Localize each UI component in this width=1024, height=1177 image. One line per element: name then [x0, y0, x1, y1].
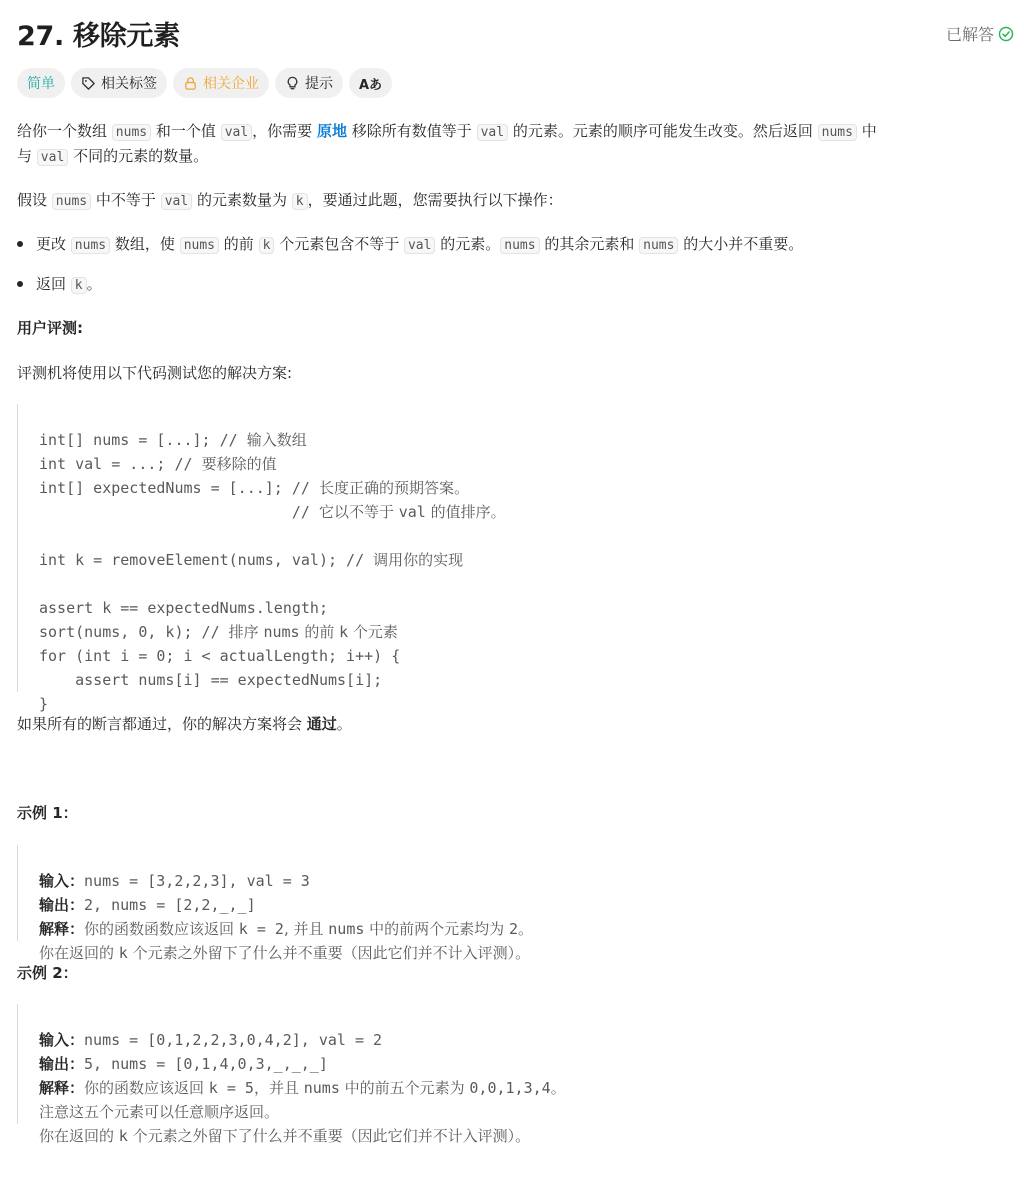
text: 与 — [17, 147, 33, 165]
explain-text: 中的前五个元素为 — [339, 1079, 470, 1097]
inline-code: k — [259, 237, 275, 254]
code-comment: 长度正确的预期答案。 — [318, 479, 469, 497]
bullet-dot — [17, 241, 23, 247]
check-circle-icon — [998, 26, 1014, 42]
text: 不同的元素的数量。 — [73, 147, 209, 165]
output-label: 输出： — [39, 896, 85, 914]
code: int[] expectedNums = [...]; // — [39, 479, 319, 497]
explain-text: 个元素之外留下了什么并不重要（因此它们并不计入评测）。 — [127, 944, 531, 962]
text: 的大小并不重要。 — [683, 235, 804, 253]
explain-text: 。 — [517, 920, 533, 938]
code: int val = ...; // — [39, 455, 202, 473]
bullet-dot — [17, 281, 23, 287]
explain-code: nums — [328, 920, 365, 938]
text: 的前 — [223, 235, 254, 253]
inline-code: nums — [71, 237, 110, 254]
explain-text: 你的函数函数应该返回 — [84, 920, 239, 938]
example-1-heading: 示例 1： — [17, 804, 78, 822]
title-row — [17, 14, 1014, 54]
judge-intro: 评测机将使用以下代码测试您的解决方案: — [17, 364, 293, 382]
explain-code: nums — [303, 1079, 340, 1097]
text: 移除所有数值等于 — [351, 122, 472, 140]
example-2-heading: 示例 2： — [17, 964, 78, 982]
text: 更改 — [36, 235, 67, 253]
code-line — [39, 596, 506, 620]
code: k — [339, 623, 349, 641]
explain-text: 你在返回的 — [39, 1127, 119, 1145]
code-line — [39, 500, 506, 524]
input-value: nums = [0,1,2,2,3,0,4,2], val = 2 — [84, 1031, 383, 1049]
code-comment: 个元素 — [348, 623, 398, 641]
output-label: 输出： — [39, 1055, 85, 1073]
code-line — [39, 572, 506, 596]
problem-title: 27. 移除元素 — [17, 21, 180, 52]
judge-heading: 用户评测: — [17, 319, 83, 337]
problem-chips — [17, 68, 392, 98]
hint-chip[interactable] — [275, 68, 343, 98]
code-line — [39, 620, 506, 644]
explain-text: 你的函数应该返回 — [84, 1079, 209, 1097]
text: ，你需要 — [252, 122, 313, 140]
text: 和一个值 — [155, 122, 216, 140]
text: 个元素包含不等于 — [279, 235, 400, 253]
explain-code: 2 — [508, 920, 518, 938]
description-assumption — [17, 188, 563, 214]
code: } — [39, 695, 49, 713]
example-1-block — [17, 845, 533, 962]
explain-label: 解释： — [39, 1079, 85, 1097]
output-value: 5, nums = [0,1,4,0,3,_,_,_] — [84, 1055, 328, 1073]
code: sort(nums, 0, k); // — [39, 623, 229, 641]
solved-status[interactable] — [946, 22, 1014, 45]
text: 中不等于 — [95, 191, 156, 209]
list-item — [36, 272, 102, 298]
text: 数组，使 — [114, 235, 175, 253]
tags-chip[interactable] — [71, 68, 167, 98]
text: 的元素数量为 — [196, 191, 287, 209]
code-comment: 调用你的实现 — [373, 551, 464, 569]
explain-text: 中的前两个元素均为 — [364, 920, 509, 938]
text: ，要通过此题，您需要执行以下操作： — [307, 191, 563, 209]
code-comment: 的前 — [299, 623, 340, 641]
example-input — [39, 1028, 566, 1052]
code: int[] nums = [...]; // — [39, 431, 247, 449]
explain-code: k — [118, 1127, 128, 1145]
inline-code: k — [71, 277, 87, 294]
tag-icon — [81, 76, 96, 91]
code-comment: 要移除的值 — [201, 455, 277, 473]
inline-code: nums — [180, 237, 219, 254]
explain-label: 解释： — [39, 920, 85, 938]
example-explain — [39, 941, 533, 965]
explain-code: k = 2 — [238, 920, 284, 938]
inline-code: val — [477, 124, 508, 141]
code-comment: 的值排序。 — [425, 503, 506, 521]
translate-icon: Aあ — [359, 77, 383, 93]
companies-label: 相关企业 — [203, 76, 259, 92]
text: 的元素。 — [440, 235, 501, 253]
list-item — [36, 232, 803, 258]
code: val — [398, 503, 426, 521]
tags-label: 相关标签 — [101, 76, 157, 92]
judge-code-block — [17, 404, 506, 713]
difficulty-chip[interactable] — [17, 68, 65, 98]
hint-label: 提示 — [305, 76, 333, 92]
example-explain — [39, 917, 533, 941]
explain-code: k = 5 — [208, 1079, 254, 1097]
inline-code: val — [37, 149, 68, 166]
code: assert k == expectedNums.length; — [39, 599, 328, 617]
solved-label: 已解答 — [945, 25, 994, 44]
text: 的元素。元素的顺序可能发生改变。然后返回 — [512, 122, 813, 140]
text: 。 — [336, 715, 352, 733]
input-value: nums = [3,2,2,3], val = 3 — [84, 872, 310, 890]
text: 的其余元素和 — [544, 235, 635, 253]
inline-code: nums — [500, 237, 539, 254]
code-line — [39, 476, 506, 500]
lock-icon — [183, 76, 198, 91]
code-comment: 输入数组 — [246, 431, 307, 449]
text: 返回 — [36, 275, 67, 293]
explain-text: 注意这五个元素可以任意顺序返回。 — [39, 1103, 280, 1121]
example-explain — [39, 1124, 566, 1148]
difficulty-label: 简单 — [27, 76, 55, 92]
explain-code: 0,0,1,3,4 — [469, 1079, 551, 1097]
inline-code: nums — [52, 193, 91, 210]
explain-text: ，并且 — [253, 1079, 304, 1097]
inline-code: nums — [818, 124, 857, 141]
text: 。 — [86, 275, 102, 293]
output-value: 2, nums = [2,2,_,_] — [84, 896, 256, 914]
code: // — [39, 503, 319, 521]
text: 假设 — [17, 191, 48, 209]
example-output — [39, 893, 533, 917]
explain-text: 个元素之外留下了什么并不重要（因此它们并不计入评测）。 — [127, 1127, 531, 1145]
example-explain — [39, 1100, 566, 1124]
description-line-2 — [17, 144, 208, 170]
explain-text: 你在返回的 — [39, 944, 119, 962]
in-place-link[interactable]: 原地 — [316, 122, 347, 140]
code-line — [39, 548, 506, 572]
companies-chip[interactable] — [173, 68, 269, 98]
inline-code: nums — [639, 237, 678, 254]
code-line — [39, 452, 506, 476]
code: int k = removeElement(nums, val); // — [39, 551, 374, 569]
lightbulb-icon — [285, 76, 300, 91]
code: for (int i = 0; i < actualLength; i++) { — [39, 647, 401, 665]
pass-word: 通过 — [306, 715, 337, 733]
text: 如果所有的断言都通过，你的解决方案将会 — [17, 715, 307, 733]
explain-code: k — [118, 944, 128, 962]
example-2-block — [17, 1004, 566, 1145]
input-label: 输入： — [39, 872, 85, 890]
description-line-1 — [17, 119, 877, 145]
example-input — [39, 869, 533, 893]
text: 中 — [861, 122, 877, 140]
code-line — [39, 524, 506, 548]
explain-text: , 并且 — [283, 920, 329, 938]
code: assert nums[i] == expectedNums[i]; — [39, 671, 383, 689]
code-comment: 排序 — [228, 623, 264, 641]
text: 给你一个数组 — [17, 122, 108, 140]
pass-statement — [17, 712, 352, 736]
translate-chip[interactable] — [349, 68, 392, 98]
inline-code: val — [161, 193, 192, 210]
code-line — [39, 428, 506, 452]
example-output — [39, 1052, 566, 1076]
code-line — [39, 668, 506, 692]
example-explain — [39, 1076, 566, 1100]
input-label: 输入： — [39, 1031, 85, 1049]
code-line — [39, 644, 506, 668]
inline-code: nums — [112, 124, 151, 141]
inline-code: k — [292, 193, 308, 210]
inline-code: val — [221, 124, 252, 141]
inline-code: val — [404, 237, 435, 254]
explain-text: 。 — [550, 1079, 566, 1097]
code: nums — [263, 623, 300, 641]
code-comment: 它以不等于 — [318, 503, 399, 521]
